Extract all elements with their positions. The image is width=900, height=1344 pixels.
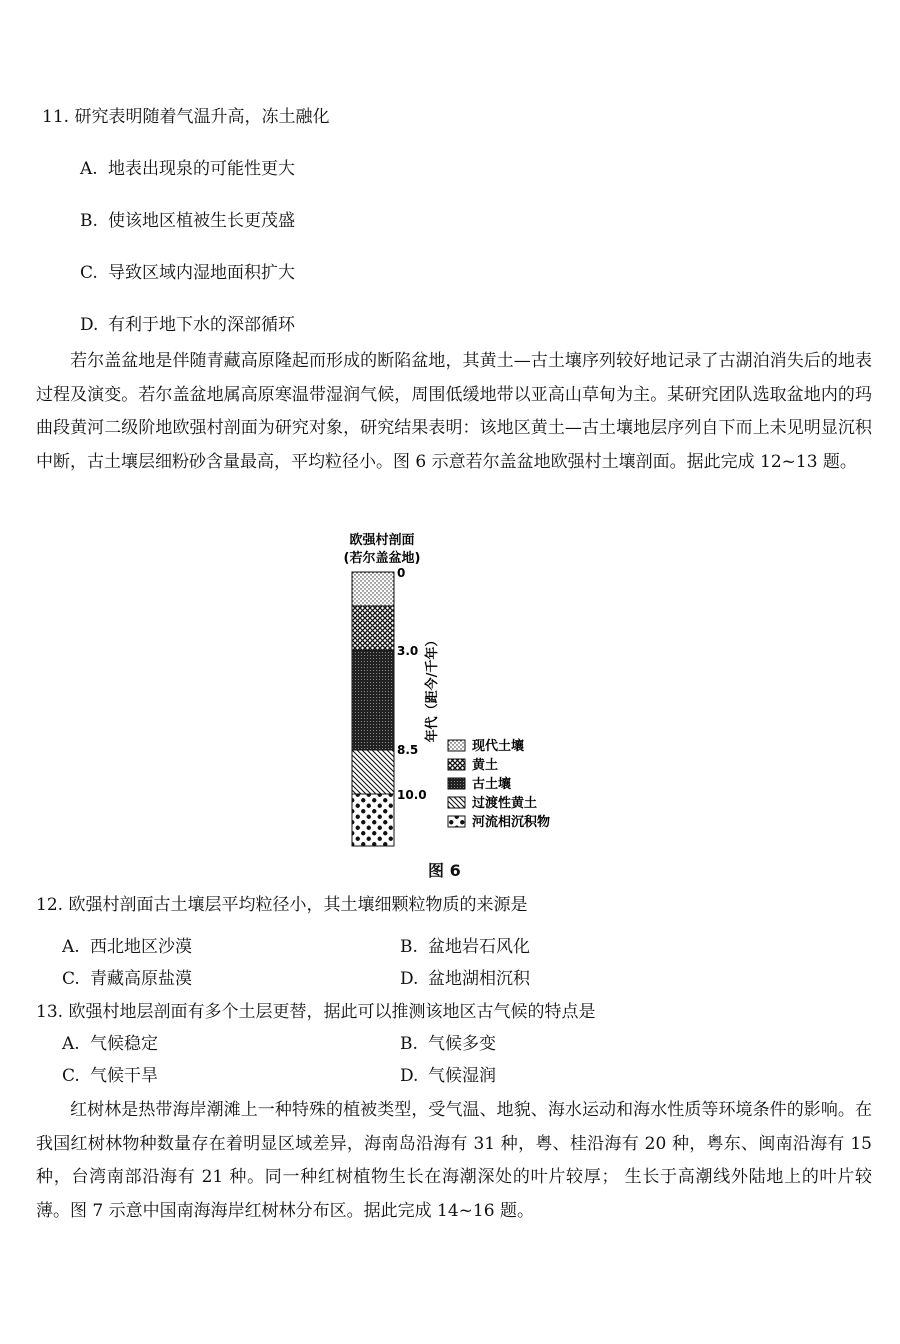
option-text: 青藏高原盐漠 (90, 969, 192, 989)
option-text: 气候湿润 (428, 1066, 496, 1086)
tick-label: 0 (397, 566, 406, 580)
q12-option-b (400, 936, 530, 958)
tick-label: 8.5 (397, 743, 419, 757)
option-label: B. (400, 937, 418, 957)
q13-option-d (400, 1065, 496, 1087)
option-label: A. (62, 937, 80, 957)
q12-option-a (62, 936, 192, 958)
figure-caption: 图 6 (428, 861, 461, 880)
passage-text: 若尔盖盆地是伴随青藏高原隆起而形成的断陷盆地，其黄土—古土壤序列较好地记录了古湖泊消失后的地表过程及演变。若尔盖盆地属高原寒温带湿润气候，周围低缓地带以亚高山草甸为主。某研究团队选取盆地内的玛曲段黄河二级阶地欧强村剖面为研究对象，研究结果表明：该地区黄土—古土壤地层序列自下而上未见明显沉积中断，古土壤层细粉砂含量最高，平均粒径小。图 6 示意若尔盖盆地欧强村土壤剖面。据此完成 12~13 题。 (36, 351, 872, 472)
tick-label: 3.0 (397, 644, 419, 658)
q13-option-a (62, 1033, 158, 1055)
q12-stem: 12. 欧强村剖面古土壤层平均粒径小，其土壤细颗粒物质的来源是 (36, 895, 528, 915)
q11-option-d (80, 314, 295, 336)
legend-label: 古土壤 (472, 777, 512, 792)
layer-loess (352, 606, 394, 650)
legend-swatch-loess (448, 759, 465, 770)
legend-label: 过渡性黄土 (472, 796, 538, 811)
option-text: 盆地岩石风化 (428, 937, 530, 957)
passage-mangrove (36, 1094, 872, 1228)
option-label: C. (62, 1066, 80, 1086)
legend-swatch-paleosol (448, 778, 465, 789)
layer-fluvial-sediment (352, 794, 394, 846)
legend-label: 现代土壤 (472, 739, 525, 754)
option-label: D. (80, 315, 99, 335)
option-label: C. (80, 263, 98, 283)
figure-6-soil-profile (300, 528, 600, 878)
figure-title-line2: (若尔盖盆地) (343, 551, 421, 566)
layer-modern-soil (352, 572, 394, 606)
option-text: 西北地区沙漠 (90, 937, 192, 957)
option-text: 导致区域内湿地面积扩大 (108, 263, 295, 283)
q13-stem: 13. 欧强村地层剖面有多个土层更替，据此可以推测该地区古气候的特点是 (36, 1002, 596, 1022)
option-label: A. (62, 1034, 80, 1054)
option-label: B. (400, 1034, 418, 1054)
option-label: D. (400, 969, 419, 989)
layer-paleosol (352, 650, 394, 750)
legend-swatch-transitional-loess (448, 797, 465, 808)
option-label: A. (80, 159, 98, 179)
legend-label: 黄土 (472, 758, 499, 773)
axis-label: 年代（距今/千年） (425, 633, 440, 743)
q13-option-c (62, 1065, 158, 1087)
legend-swatch-fluvial-sediment (448, 816, 465, 827)
q12-option-d (400, 968, 530, 990)
option-text: 有利于地下水的深部循环 (108, 315, 295, 335)
option-text: 气候干旱 (90, 1066, 158, 1086)
passage-text: 红树林是热带海岸潮滩上一种特殊的植被类型，受气温、地貌、海水运动和海水性质等环境条件的影响。在我国红树林物种数量存在着明显区域差异，海南岛沿海有 31 种，粤、桂沿海有 20 种，粤东、闽南沿海有 15 种，台湾南部沿海有 21 种。同一种红树植物生长在海潮深处的叶片较厚； 生长于高潮线外陆地上的叶片较薄。图 7 示意中国南海海岸红树林分布区。据此完成 14~16 题。 (36, 1100, 872, 1221)
option-label: B. (80, 211, 98, 231)
layer-transitional-loess (352, 750, 394, 794)
soil-profile-diagram (300, 528, 600, 858)
q13-option-b (400, 1033, 496, 1055)
option-text: 使该地区植被生长更茂盛 (108, 211, 295, 231)
option-text: 气候稳定 (90, 1034, 158, 1054)
q11-option-c (80, 262, 295, 284)
q12-option-c (62, 968, 192, 990)
option-label: D. (400, 1066, 419, 1086)
figure-title-line1: 欧强村剖面 (349, 533, 415, 548)
legend-swatch-modern-soil (448, 740, 465, 751)
option-text: 盆地湖相沉积 (428, 969, 530, 989)
option-text: 气候多变 (428, 1034, 496, 1054)
option-text: 地表出现泉的可能性更大 (108, 159, 295, 179)
q11-option-b (80, 210, 295, 232)
passage-ruoergai (36, 345, 872, 479)
q11-stem: 11. 研究表明随着气温升高，冻土融化 (42, 107, 330, 127)
legend-label: 河流相沉积物 (472, 815, 551, 830)
q11-option-a (80, 158, 295, 180)
legend (448, 738, 550, 830)
option-label: C. (62, 969, 80, 989)
tick-label: 10.0 (397, 788, 427, 802)
